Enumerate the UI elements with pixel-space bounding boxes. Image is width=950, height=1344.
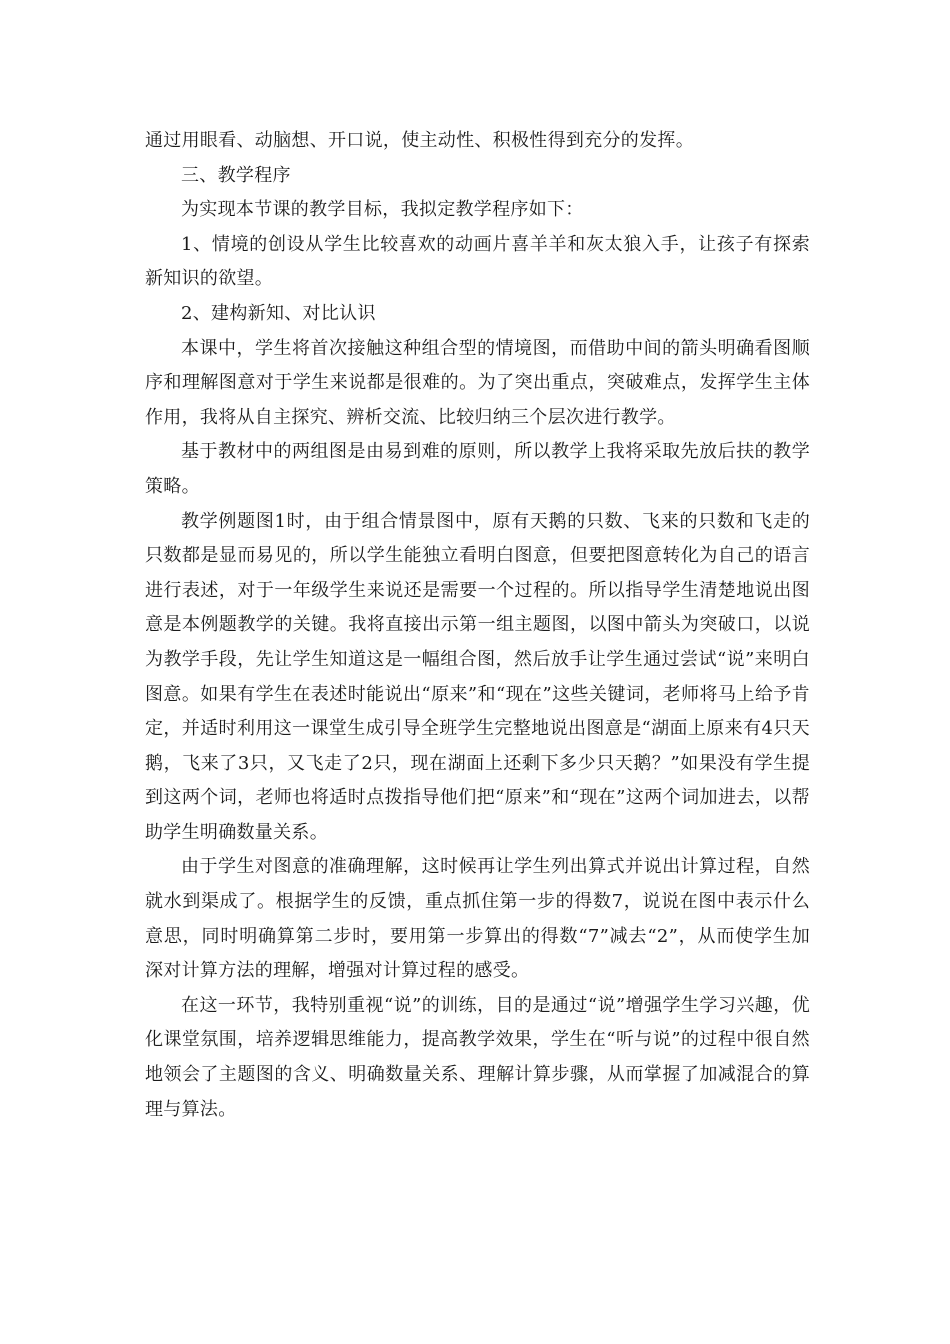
paragraph: 1、情境的创设从学生比较喜欢的动画片喜羊羊和灰太狼入手，让孩子有探索新知识的欲望。	[145, 233, 810, 290]
paragraph: 由于学生对图意的准确理解，这时候再让学生列出算式并说出计算过程，自然就水到渠成了。根据学生的反馈，重点抓住第一步的得数7，说说在图中表示什么意思，同时明确算第二步时，要用第一步算出的得数“7”减去“2”，从而使学生加深对计算方法的理解，增强对计算过程的感受。	[145, 856, 810, 982]
paragraph: 本课中，学生将首次接触这种组合型的情境图，而借助中间的箭头明确看图顺序和理解图意对于学生来说都是很难的。为了突出重点，突破难点，发挥学生主体作用，我将从自主探究、辨析交流、比较归纳三个层次进行教学。	[145, 337, 810, 428]
paragraph: 通过用眼看、动脑想、开口说，使主动性、积极性得到充分的发挥。	[145, 130, 694, 151]
section-heading: 三、教学程序	[181, 164, 291, 186]
document-body	[145, 124, 810, 1127]
paragraph: 教学例题图1时，由于组合情景图中，原有天鹅的只数、飞来的只数和飞走的只数都是显而易见的，所以学生能独立看明白图意，但要把图意转化为自己的语言进行表述，对于一年级学生来说还是需要一个过程的。所以指导学生清楚地说出图意是本例题教学的关键。我将直接出示第一组主题图，以图中箭头为突破口，以说为教学手段，先让学生知道这是一幅组合图，然后放手让学生通过尝试“说”来明白图意。如果有学生在表述时能说出“原来”和“现在”这些关键词，老师将马上给予肯定，并适时利用这一课堂生成引导全班学生完整地说出图意是“湖面上原来有4只天鹅，飞来了3只，又飞走了2只，现在湖面上还剩下多少只天鹅？”如果没有学生提到这两个词，老师也将适时点拨指导他们把“原来”和“现在”这两个词加进去，以帮助学生明确数量关系。	[145, 510, 810, 843]
subsection-heading: 2、建构新知、对比认识	[181, 302, 376, 324]
paragraph: 为实现本节课的教学目标，我拟定教学程序如下：	[181, 199, 584, 221]
paragraph: 基于教材中的两组图是由易到难的原则，所以教学上我将采取先放后扶的教学策略。	[145, 441, 810, 497]
paragraph: 在这一环节，我特别重视“说”的训练，目的是通过“说”增强学生学习兴趣，优化课堂氛围，培养逻辑思维能力，提高教学效果，学生在“听与说”的过程中很自然地领会了主题图的含义、明确数量关系、理解计算步骤，从而掌握了加减混合的算理与算法。	[145, 994, 810, 1120]
